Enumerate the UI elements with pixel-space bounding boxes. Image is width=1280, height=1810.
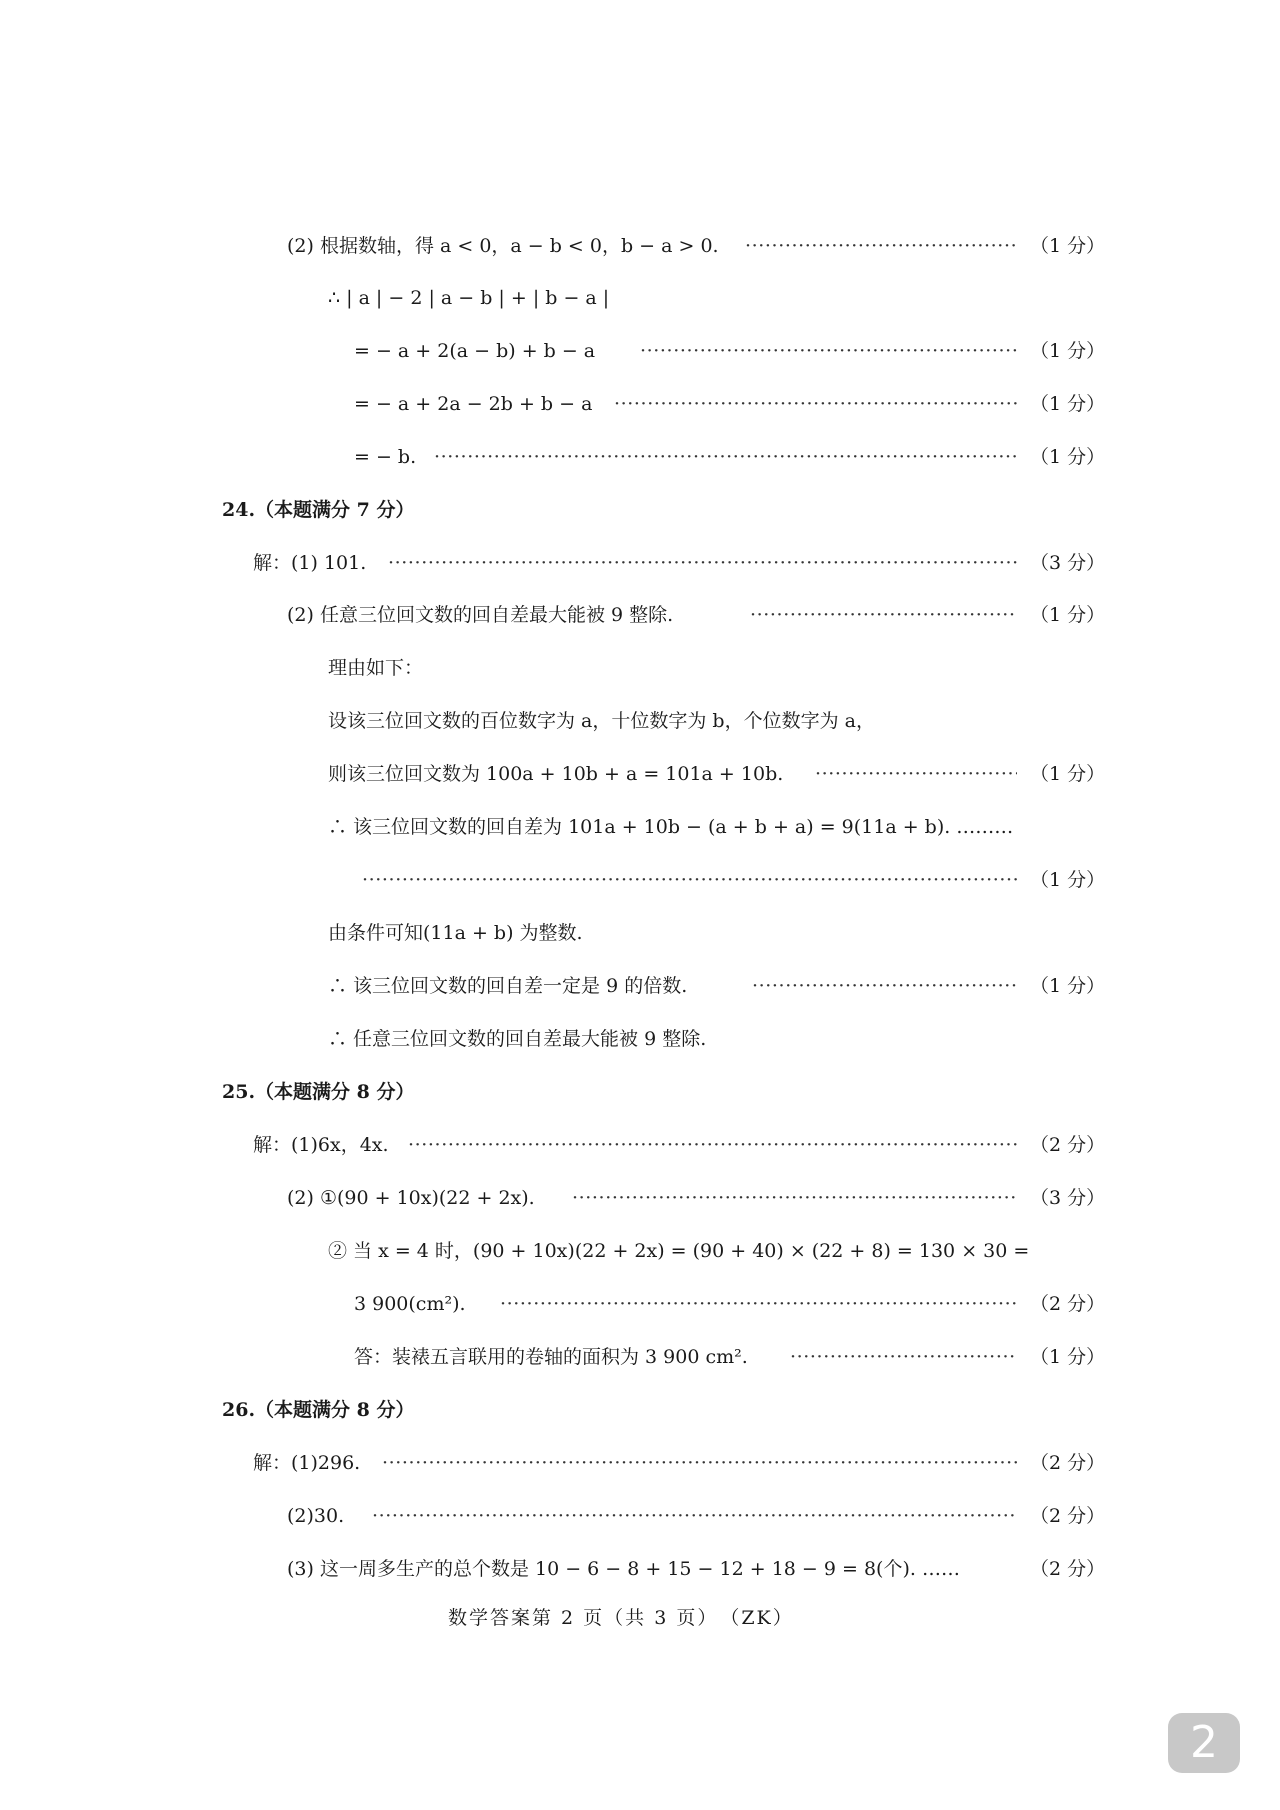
line-23-2-step-3 <box>0 439 1280 475</box>
line-text: (2) 任意三位回文数的回自差最大能被 9 整除. <box>287 604 674 626</box>
line-text: ② 当 x = 4 时，(90 + 10x)(22 + 2x) = (90 + 40) × (22 + 8) = 130 × 30 = <box>328 1240 1030 1262</box>
page-footer <box>0 1600 1280 1636</box>
line-text: = − a + 2(a − b) + b − a <box>354 340 596 362</box>
line-text: (2) 根据数轴，得 a < 0，a − b < 0，b − a > 0. <box>287 235 719 257</box>
question-25-heading <box>0 1074 1280 1110</box>
line-text: ∴ 该三位回文数的回自差为 101a + 10b − (a + b + a) = 9(11a + b). ……… <box>328 816 1014 838</box>
line-text: 解：(1)296. <box>253 1452 361 1474</box>
dot-leader <box>382 1445 1017 1481</box>
dot-leader <box>408 1127 1017 1163</box>
line-24-2-integer <box>0 915 1280 951</box>
score-label: （2 分） <box>1030 1293 1106 1315</box>
line-text: 26.（本题满分 8 分） <box>222 1399 415 1421</box>
line-26-3 <box>0 1551 1280 1587</box>
line-24-1 <box>0 545 1280 581</box>
line-text: (2) ①(90 + 10x)(22 + 2x). <box>287 1187 535 1209</box>
line-24-2-number <box>0 756 1280 792</box>
line-text: ∴ | a | − 2 | a − b | + | b − a | <box>328 287 610 309</box>
dot-leader <box>790 1339 1017 1375</box>
question-24-heading <box>0 492 1280 528</box>
line-24-2-multiple <box>0 968 1280 1004</box>
line-24-2-conclusion <box>0 1021 1280 1057</box>
score-label: （1 分） <box>1030 604 1106 626</box>
dot-leader <box>752 968 1017 1004</box>
line-23-2-step-1 <box>0 333 1280 369</box>
line-text: 理由如下： <box>328 657 424 679</box>
line-26-1 <box>0 1445 1280 1481</box>
line-24-2-difference-score <box>0 862 1280 898</box>
line-24-2-claim <box>0 597 1280 633</box>
line-text: = − a + 2a − 2b + b − a <box>354 393 593 415</box>
line-25-1 <box>0 1127 1280 1163</box>
dot-leader <box>500 1286 1017 1322</box>
dot-leader <box>372 1498 1017 1534</box>
line-text: 解：(1) 101. <box>253 552 367 574</box>
line-25-2-part-1 <box>0 1180 1280 1216</box>
dot-leader <box>640 333 1017 369</box>
line-text: ∴ 任意三位回文数的回自差最大能被 9 整除. <box>328 1028 707 1050</box>
score-label: （1 分） <box>1030 340 1106 362</box>
line-26-2 <box>0 1498 1280 1534</box>
score-label: （3 分） <box>1030 1187 1106 1209</box>
score-label: （1 分） <box>1030 235 1106 257</box>
line-23-2-abs-expression <box>0 280 1280 316</box>
line-25-2-answer <box>0 1339 1280 1375</box>
score-label: （3 分） <box>1030 552 1106 574</box>
line-text: 解：(1)6x，4x. <box>253 1134 389 1156</box>
question-26-heading <box>0 1392 1280 1428</box>
line-text: 由条件可知(11a + b) 为整数. <box>328 922 583 944</box>
line-text: 3 900(cm²). <box>354 1293 466 1315</box>
line-text: 25.（本题满分 8 分） <box>222 1081 415 1103</box>
line-23-2-intro <box>0 228 1280 264</box>
score-label: （2 分） <box>1030 1134 1106 1156</box>
line-24-2-difference <box>0 809 1280 845</box>
line-24-2-reason-intro <box>0 650 1280 686</box>
line-text: 答：装裱五言联用的卷轴的面积为 3 900 cm². <box>354 1346 748 1368</box>
dot-leader <box>614 386 1017 422</box>
line-23-2-step-2 <box>0 386 1280 422</box>
line-text: (3) 这一周多生产的总个数是 10 − 6 − 8 + 15 − 12 + 18 − 9 = 8(个). …… <box>287 1558 960 1580</box>
footer-text: 数学答案第 2 页（共 3 页） （ZK） <box>448 1607 794 1629</box>
dot-leader <box>750 597 1017 633</box>
score-label: （1 分） <box>1030 393 1106 415</box>
score-label: （2 分） <box>1030 1505 1106 1527</box>
dot-leader <box>745 228 1017 264</box>
line-text: (2)30. <box>287 1505 345 1527</box>
dot-leader <box>388 545 1017 581</box>
line-25-2-area <box>0 1286 1280 1322</box>
line-24-2-set-digits <box>0 703 1280 739</box>
dot-leader <box>434 439 1017 475</box>
dot-leader <box>362 862 1017 898</box>
score-label: （1 分） <box>1030 1346 1106 1368</box>
score-label: （2 分） <box>1030 1558 1106 1580</box>
score-label: （1 分） <box>1030 869 1106 891</box>
line-25-2-part-2 <box>0 1233 1280 1269</box>
score-label: （1 分） <box>1030 975 1106 997</box>
line-text: = − b. <box>354 446 417 468</box>
score-label: （2 分） <box>1030 1452 1106 1474</box>
line-text: 设该三位回文数的百位数字为 a，十位数字为 b，个位数字为 a， <box>328 710 875 732</box>
line-text: ∴ 该三位回文数的回自差一定是 9 的倍数. <box>328 975 688 997</box>
page-number-badge: 2 <box>1168 1713 1240 1773</box>
dot-leader <box>815 756 1017 792</box>
dot-leader <box>572 1180 1017 1216</box>
line-text: 则该三位回文数为 100a + 10b + a = 101a + 10b. <box>328 763 784 785</box>
score-label: （1 分） <box>1030 763 1106 785</box>
line-text: 24.（本题满分 7 分） <box>222 499 415 521</box>
score-label: （1 分） <box>1030 446 1106 468</box>
